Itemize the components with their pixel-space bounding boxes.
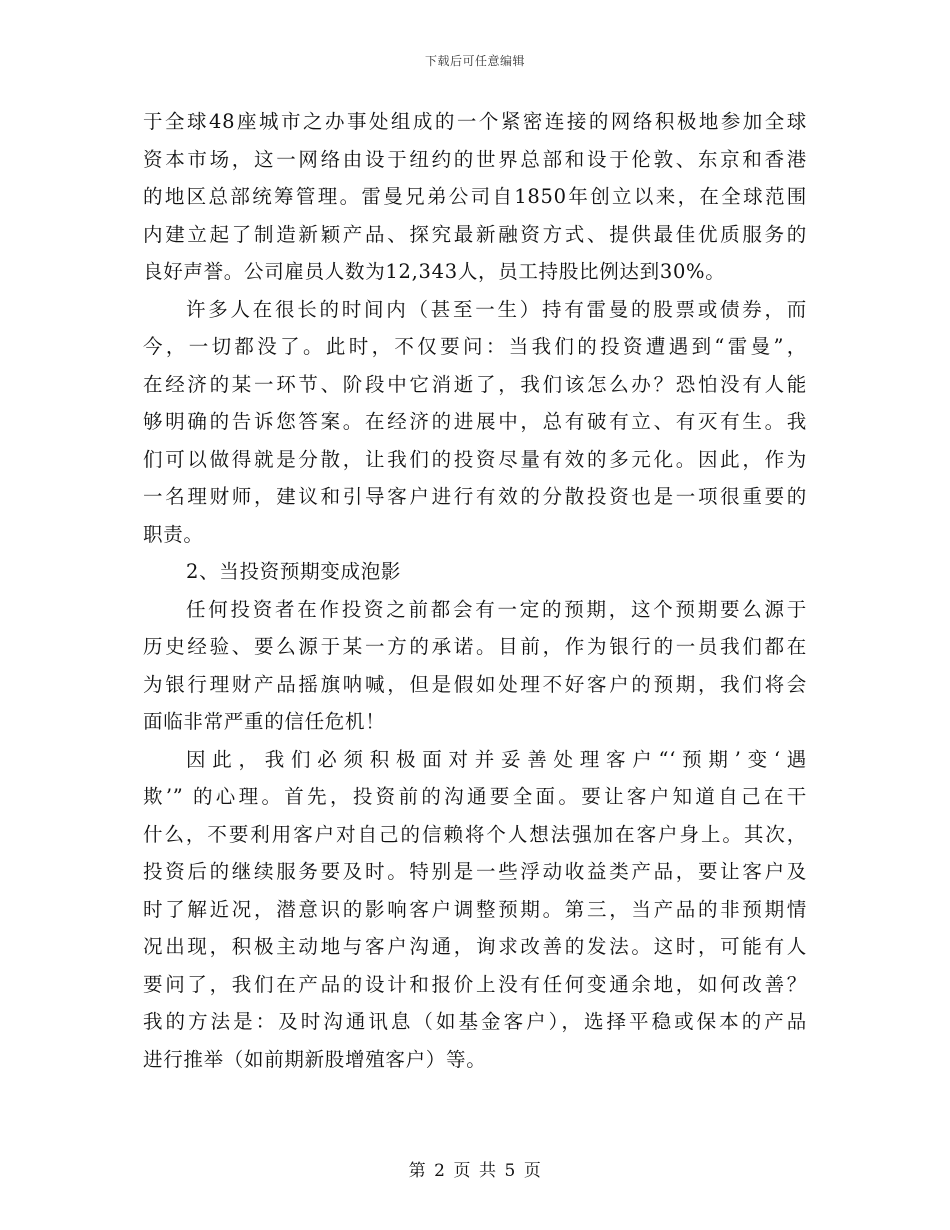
text-line: 在经济的某一环节、阶段中它消逝了，我们该怎么办？恐怕没有人能 [143,372,807,396]
text-line: 一名理财师，建议和引导客户进行有效的分散投资也是一项很重要的 [143,485,807,508]
paragraph-first-line: 任何投资者在作投资之前都会有一定的预期，这个预期要么源于 [186,597,807,621]
page-label: 第 [408,1161,427,1181]
text-line: 我的方法是：及时沟通讯息（如基金客户），选择平稳或保本的产品 [143,1010,807,1033]
text-line: 历史经验、要么源于某一方的承诺。目前，作为银行的一员我们都在 [143,635,807,658]
text-line: 今，一切都没了。此时，不仅要问：当我们的投资遭遇到“雷曼”， [143,335,807,358]
text-line: 为银行理财产品摇旗呐喊，但是假如处理不好客户的预期，我们将会 [143,672,807,696]
text-line: 要问了，我们在产品的设计和报价上没有任何变通余地，如何改善？ [143,972,807,996]
page-unit: 页 [453,1161,471,1181]
text-line: 面临非常严重的信任危机！ [143,710,386,733]
text-line: 况出现，积极主动地与客户沟通，询求改善的发法。这时，可能有人 [143,935,807,958]
text-line: 们可以做得就是分散，让我们的投资尽量有效的多元化。因此，作为 [143,447,807,471]
text-line: 于全球48座城市之办事处组成的一个紧密连接的网络积极地参加全球 [143,110,807,133]
text-line: 进行推举（如前期新股增殖客户）等。 [143,1047,487,1071]
text-line: 资本市场，这一网络由设于纽约的世界总部和设于伦敦、东京和香港 [143,147,807,171]
paragraph-first-line: 许多人在很长的时间内（甚至一生）持有雷曼的股票或债券，而 [186,297,807,321]
text-line: 投资后的继续服务要及时。特别是一些浮动收益类产品，要让客户及 [143,860,807,883]
text-line: 什么，不要利用客户对自己的信赖将个人想法强加在客户身上。其次， [143,822,807,846]
text-line: 内建立起了制造新颖产品、探究最新融资方式、提供最佳优质服务的 [143,222,807,246]
total-unit: 页 [523,1161,542,1181]
total-label: 共 [479,1161,497,1181]
document-body [143,103,807,1078]
page-number: 2 [434,1161,446,1181]
text-line: 的地区总部统筹管理。雷曼兄弟公司自1850年创立以来，在全球范围 [143,185,807,208]
paragraph-first-line: 因此，我们必须积极面对并妥善处理客户“‘预期’变‘遇 [186,747,807,771]
text-line: 职责。 [143,522,204,546]
text-line: 时了解近况，潜意识的影响客户调整预期。第三，当产品的非预期情 [143,897,807,921]
section-heading: 2、当投资预期变成泡影 [186,560,402,583]
text-line: 良好声誉。公司雇员人数为12,343人，员工持股比例达到30%。 [143,260,726,283]
page-header: 下载后可任意编辑 [424,54,525,68]
text-line: 够明确的告诉您答案。在经济的进展中，总有破有立、有灭有生。我 [143,410,807,433]
page-footer [0,1156,950,1181]
text-line: 欺’” 的心理。首先，投资前的沟通要全面。要让客户知道自己在干 [143,785,807,808]
total-pages: 5 [504,1161,516,1181]
